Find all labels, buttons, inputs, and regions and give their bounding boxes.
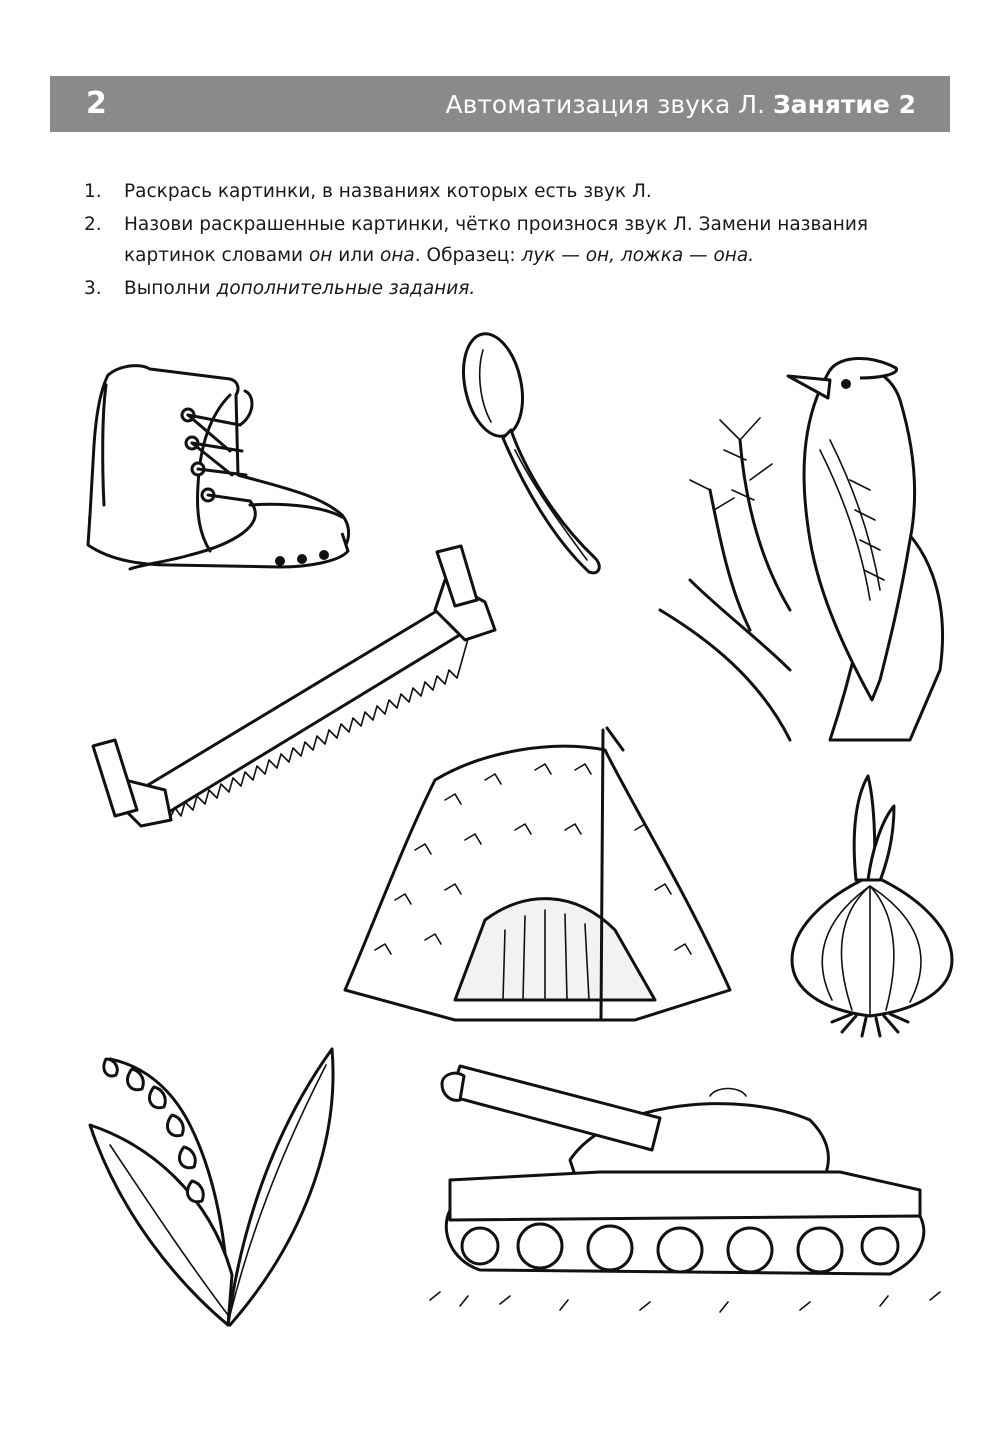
header-title — [446, 88, 916, 122]
onion-picture[interactable] — [782, 770, 962, 1040]
task-item — [84, 273, 964, 304]
task-item — [84, 209, 964, 271]
page-number: 2 — [86, 86, 107, 121]
task-number: 1. — [84, 181, 102, 202]
task-text: Выполни — [124, 278, 217, 299]
task-example: лук — он, ложка — она. — [521, 245, 755, 266]
task-number: 2. — [84, 214, 102, 235]
woodpecker-picture[interactable] — [650, 340, 960, 750]
lily-of-the-valley-picture[interactable] — [80, 1035, 340, 1335]
task-item — [84, 176, 964, 207]
task-extra: дополнительные задания. — [216, 278, 476, 299]
header-title-lesson: Занятие 2 — [772, 90, 916, 119]
tank-picture[interactable] — [420, 1060, 950, 1330]
task-word-ona: она — [380, 245, 415, 266]
hut-picture[interactable] — [335, 720, 735, 1030]
task-text: Назови раскрашенные картинки, чётко произнося звук Л. Замени названия картинок словами — [124, 214, 868, 266]
task-word-on: он — [308, 245, 333, 266]
header-title-main: Автоматизация звука Л. — [445, 90, 766, 119]
task-number: 3. — [84, 278, 102, 299]
task-text: Раскрась картинки, в названиях которых есть звук Л. — [124, 181, 652, 202]
task-list — [84, 176, 964, 306]
task-text: . Образец: — [414, 245, 522, 266]
task-text: или — [332, 245, 380, 266]
